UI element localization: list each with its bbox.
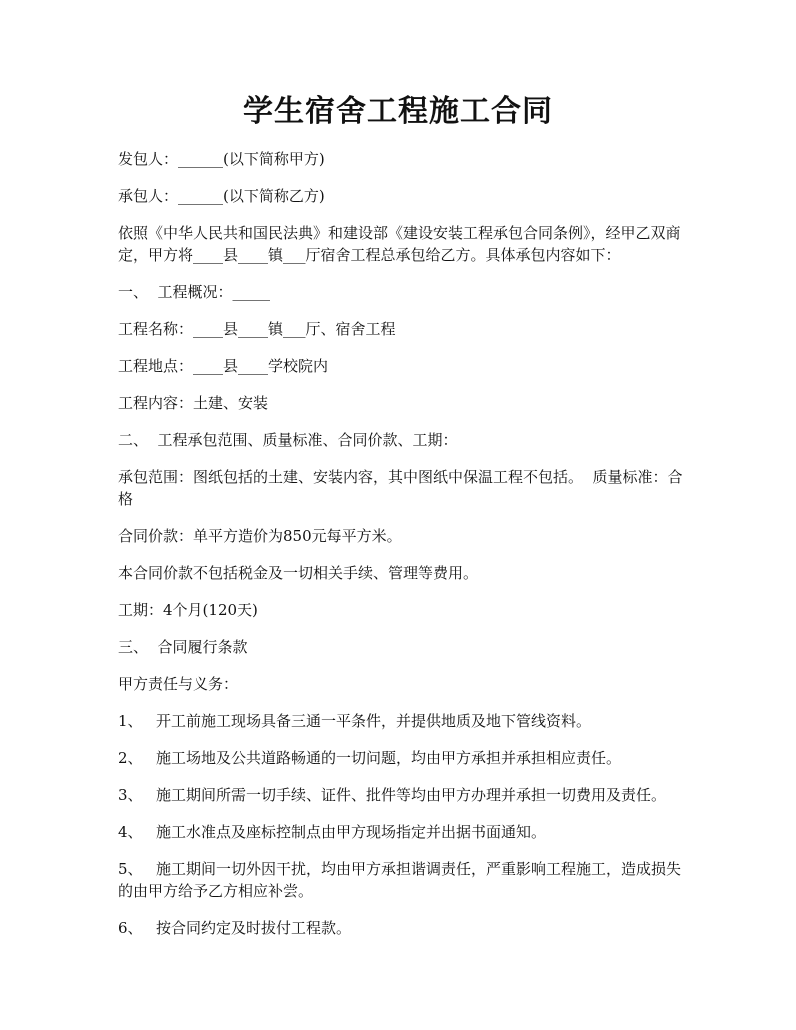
duty-number: 6、: [118, 919, 143, 937]
duty-item: [118, 784, 684, 806]
duty-number: 4、: [118, 823, 143, 841]
duty-item: [118, 747, 684, 769]
project-content-line: 工程内容：土建、安装: [118, 394, 269, 412]
price-exclusion-line: 本合同价款不包括税金及一切相关手续、管理等费用。: [118, 564, 479, 582]
duty-text: 开工前施工现场具备三通一平条件，并提供地质及地下管线资料。: [156, 712, 592, 730]
duty-item: [118, 710, 684, 732]
section-heading-1: 一、 工程概况：_____: [118, 283, 271, 301]
duty-item: [118, 821, 684, 843]
duty-text: 施工水准点及座标控制点由甲方现场指定并出据书面通知。: [156, 823, 547, 841]
preamble-paragraph: 依照《中华人民共和国民法典》和建设部《建设安装工程承包合同条例》，经甲乙双商定，甲方将____县____镇___厅宿舍工程总承包给乙方。具体承包内容如下：: [118, 224, 681, 264]
contract-price-line: 合同价款：单平方造价为850元每平方米。: [118, 527, 402, 545]
duty-number: 1、: [118, 712, 143, 730]
project-name-line: 工程名称：____县____镇___厅、宿舍工程: [118, 320, 396, 338]
duty-text: 施工期间所需一切手续、证件、批件等均由甲方办理并承担一切费用及责任。: [156, 786, 667, 804]
duty-item: [118, 858, 684, 902]
duty-text: 按合同约定及时拔付工程款。: [156, 919, 352, 937]
section-heading-2: 二、 工程承包范围、质量标准、合同价款、工期：: [118, 431, 458, 449]
employer-line: 发包人：______(以下简称甲方): [118, 150, 325, 168]
duty-number: 2、: [118, 749, 143, 767]
project-location-line: 工程地点：____县____学校院内: [118, 357, 329, 375]
duty-number: 3、: [118, 786, 143, 804]
duty-number: 5、: [118, 860, 143, 878]
duty-text: 施工期间一切外因干扰，均由甲方承担谐调责任，严重影响工程施工，造成损失的由甲方给予乙方相应补尝。: [118, 860, 682, 900]
contractor-line: 承包人：______(以下简称乙方): [118, 187, 325, 205]
duty-text: 施工场地及公共道路畅通的一切问题，均由甲方承担并承担相应责任。: [156, 749, 622, 767]
contract-scope-paragraph: 承包范围：图纸包括的土建、安装内容，其中图纸中保温工程不包括。 质量标准：合格: [118, 468, 683, 508]
party-a-duties-heading: 甲方责任与义务：: [118, 675, 239, 693]
section-heading-3: 三、 合同履行条款: [118, 638, 248, 656]
document-body: [118, 148, 684, 954]
duty-item: [118, 917, 684, 939]
duration-line: 工期：4个月(120天): [118, 601, 258, 619]
document-title: 学生宿舍工程施工合同: [243, 94, 553, 129]
